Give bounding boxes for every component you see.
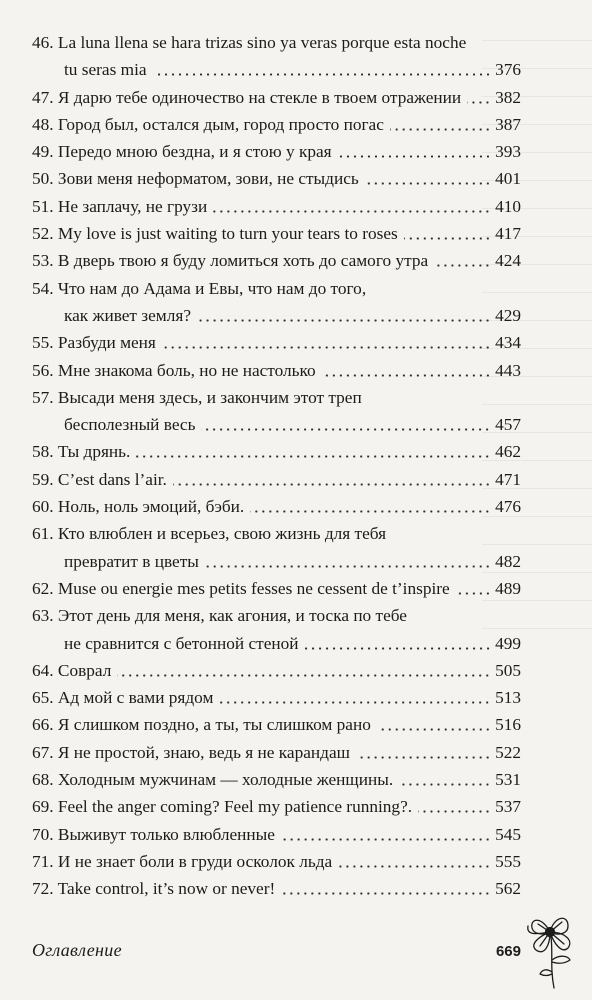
toc-entry-line: [32, 56, 521, 83]
dot-leader: [418, 801, 491, 813]
toc-entry[interactable]: [32, 657, 521, 684]
toc-entry-line: [32, 493, 521, 520]
toc-entry-line: [32, 138, 521, 165]
toc-entry-line: [32, 84, 521, 111]
toc-entry-line: [32, 220, 521, 247]
toc-entry-line: [32, 630, 521, 657]
dot-leader: [281, 883, 491, 895]
chapter-title: 66. Я слишком поздно, а ты, ты слишком рано: [32, 715, 371, 735]
toc-entry[interactable]: [32, 138, 521, 165]
toc-entry-line: [32, 602, 521, 629]
chapter-page-number: 417: [495, 224, 521, 244]
toc-entry[interactable]: [32, 220, 521, 247]
toc-entry[interactable]: [32, 193, 521, 220]
chapter-page-number: 513: [495, 688, 521, 708]
toc-entry-line: [32, 575, 521, 602]
dot-leader: [338, 146, 491, 158]
chapter-title: 53. В дверь твою я буду ломиться хоть до самого утра: [32, 251, 429, 271]
chapter-page-number: 443: [495, 360, 521, 380]
toc-entry-line: [32, 438, 521, 465]
chapter-page-number: 471: [495, 469, 521, 489]
chapter-title: 65. Ад мой с вами рядом: [32, 688, 214, 708]
chapter-title: 67. Я не простой, знаю, ведь я не карандаш: [32, 742, 350, 762]
chapter-page-number: 545: [495, 824, 521, 844]
chapter-page-number: 499: [495, 633, 521, 653]
dot-leader: [456, 583, 491, 595]
dot-leader: [117, 665, 491, 677]
toc-entry[interactable]: [32, 766, 521, 793]
toc-entry[interactable]: [32, 384, 521, 439]
toc-entry[interactable]: [32, 711, 521, 738]
toc-entry[interactable]: [32, 84, 521, 111]
toc-entry[interactable]: [32, 848, 521, 875]
toc-entry-line: [32, 466, 521, 493]
chapter-page-number: 522: [495, 742, 521, 762]
toc-entry[interactable]: [32, 165, 521, 192]
toc-entry[interactable]: [32, 602, 521, 657]
dot-leader: [173, 474, 491, 486]
dot-leader: [377, 719, 491, 731]
chapter-page-number: 424: [495, 251, 521, 271]
chapter-title: tu seras mia: [64, 60, 147, 80]
toc-entry[interactable]: [32, 875, 521, 902]
dot-leader: [365, 173, 491, 185]
chapter-page-number: 376: [495, 60, 521, 80]
chapter-title: бесполезный весь: [64, 415, 196, 435]
table-of-contents: [32, 29, 521, 903]
chapter-title: 63. Этот день для меня, как агония, и тоска по тебе: [32, 606, 407, 626]
toc-entry[interactable]: [32, 684, 521, 711]
toc-entry-line: [32, 711, 521, 738]
dot-leader: [338, 856, 491, 868]
chapter-page-number: 393: [495, 142, 521, 162]
dot-leader: [219, 692, 491, 704]
toc-entry[interactable]: [32, 493, 521, 520]
toc-entry[interactable]: [32, 466, 521, 493]
chapter-page-number: 462: [495, 442, 521, 462]
chapter-page-number: 489: [495, 578, 521, 598]
toc-entry-line: [32, 520, 521, 547]
dot-leader: [250, 501, 491, 513]
toc-entry[interactable]: [32, 739, 521, 766]
chapter-page-number: 531: [495, 770, 521, 790]
chapter-title: 57. Высади меня здесь, и закончим этот треп: [32, 387, 362, 407]
chapter-title: 50. Зови меня неформатом, зови, не стыдись: [32, 169, 359, 189]
toc-entry[interactable]: [32, 329, 521, 356]
toc-entry-line: [32, 111, 521, 138]
dot-leader: [356, 747, 491, 759]
chapter-page-number: 401: [495, 169, 521, 189]
toc-entry-line: [32, 29, 521, 56]
toc-entry[interactable]: [32, 111, 521, 138]
dot-leader: [162, 337, 491, 349]
dot-leader: [205, 556, 491, 568]
toc-entry-line: [32, 821, 521, 848]
dot-leader: [322, 364, 491, 376]
dot-leader: [467, 91, 491, 103]
chapter-title: 70. Выживут только влюбленные: [32, 824, 275, 844]
chapter-title: 54. Что нам до Адама и Евы, что нам до того,: [32, 278, 367, 298]
toc-entry-line: [32, 357, 521, 384]
toc-entry-line: [32, 739, 521, 766]
chapter-page-number: 429: [495, 305, 521, 325]
toc-entry-line: [32, 793, 521, 820]
dot-leader: [153, 64, 492, 76]
chapter-title: как живет земля?: [64, 305, 191, 325]
chapter-page-number: 555: [495, 851, 521, 871]
chapter-title: 60. Ноль, ноль эмоций, бэби.: [32, 497, 245, 517]
chapter-title: 47. Я дарю тебе одиночество на стекле в твоем отражении: [32, 87, 462, 107]
toc-entry[interactable]: [32, 357, 521, 384]
chapter-title: 48. Город был, остался дым, город просто погас: [32, 114, 384, 134]
toc-entry-line: [32, 875, 521, 902]
chapter-page-number: 537: [495, 797, 521, 817]
chapter-title: 68. Холодным мужчинам — холодные женщины.: [32, 770, 394, 790]
chapter-title: 62. Muse ou energie mes petits fesses ne cessent de t’inspire: [32, 578, 450, 598]
toc-entry-line: [32, 329, 521, 356]
chapter-page-number: 505: [495, 660, 521, 680]
dot-leader: [390, 119, 491, 131]
chapter-page-number: 434: [495, 333, 521, 353]
toc-entry-line: [32, 302, 521, 329]
chapter-page-number: 457: [495, 415, 521, 435]
toc-entry[interactable]: [32, 520, 521, 575]
chapter-title: 69. Feel the anger coming? Feel my patience running?.: [32, 797, 413, 817]
chapter-title: не сравнится с бетонной стеной: [64, 633, 299, 653]
toc-entry[interactable]: [32, 247, 521, 274]
toc-entry[interactable]: [32, 821, 521, 848]
toc-entry[interactable]: [32, 575, 521, 602]
chapter-title: 55. Разбуди меня: [32, 333, 156, 353]
toc-entry-line: [32, 548, 521, 575]
chapter-page-number: 387: [495, 114, 521, 134]
chapter-page-number: 482: [495, 551, 521, 571]
chapter-page-number: 410: [495, 196, 521, 216]
dot-leader: [201, 419, 491, 431]
toc-entry[interactable]: [32, 793, 521, 820]
dot-leader: [434, 255, 491, 267]
toc-entry[interactable]: [32, 438, 521, 465]
toc-entry[interactable]: [32, 275, 521, 330]
dot-leader: [213, 201, 491, 213]
chapter-title: 51. Не заплачу, не грузи: [32, 196, 208, 216]
toc-entry[interactable]: [32, 29, 521, 84]
toc-entry-line: [32, 275, 521, 302]
chapter-title: 56. Мне знакома боль, но не настолько: [32, 360, 316, 380]
dot-leader: [197, 310, 491, 322]
chapter-title: 61. Кто влюблен и всерьез, свою жизнь для тебя: [32, 524, 387, 544]
toc-entry-line: [32, 193, 521, 220]
dot-leader: [281, 829, 491, 841]
chapter-title: 72. Take control, it’s now or never!: [32, 879, 276, 899]
chapter-page-number: 382: [495, 87, 521, 107]
chapter-page-number: 562: [495, 879, 521, 899]
chapter-page-number: 476: [495, 497, 521, 517]
toc-entry-line: [32, 384, 521, 411]
chapter-title: 52. My love is just waiting to turn your tears to roses: [32, 224, 398, 244]
toc-entry-line: [32, 165, 521, 192]
chapter-title: 71. И не знает боли в груди осколок льда: [32, 851, 333, 871]
toc-entry-line: [32, 657, 521, 684]
toc-entry-line: [32, 848, 521, 875]
flower-icon: [520, 902, 580, 992]
chapter-title: 64. Соврал: [32, 660, 112, 680]
chapter-title: превратит в цветы: [64, 551, 199, 571]
chapter-title: 58. Ты дрянь.: [32, 442, 131, 462]
toc-entry-line: [32, 766, 521, 793]
running-title: Оглавление: [32, 940, 122, 960]
dot-leader: [404, 228, 491, 240]
page-number: 669: [495, 943, 521, 960]
toc-entry-line: [32, 411, 521, 438]
chapter-page-number: 516: [495, 715, 521, 735]
page-footer: [32, 940, 521, 964]
chapter-title: 49. Передо мною бездна, и я стою у края: [32, 142, 332, 162]
toc-entry-line: [32, 684, 521, 711]
dot-leader: [305, 637, 492, 649]
chapter-title: 46. La luna llena se hara trizas sino ya veras porque esta noche: [32, 33, 467, 52]
dot-leader: [399, 774, 491, 786]
chapter-title: 59. C’est dans l’air.: [32, 469, 167, 489]
dot-leader: [136, 446, 491, 458]
toc-entry-line: [32, 247, 521, 274]
